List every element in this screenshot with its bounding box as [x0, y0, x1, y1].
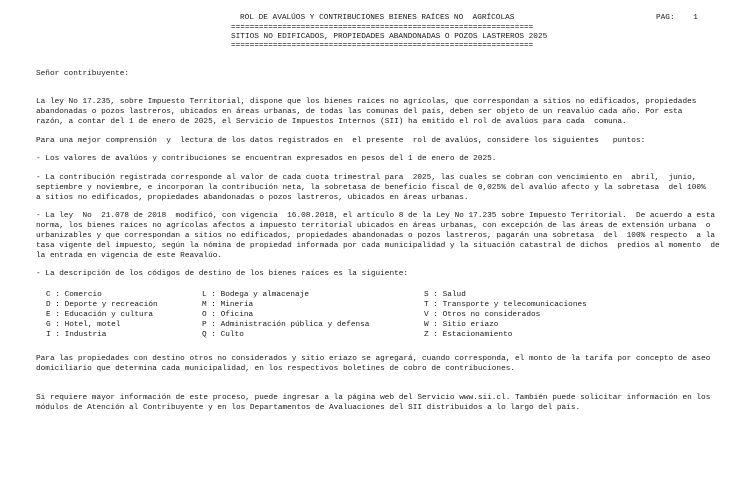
point-contribution: - La contribución registrada corresponde al valor de cada cuota trimestral para 2025, las cuales se cobran con vencimiento en abril, junio, septiembre y noviembre, e incorporan la contribución neta, la sobretasa de beneficio fiscal de 0,025% del avalúo afecto y la sobretasa del 100% a sitios no edificados, propiedades abandonadas o pozos lastreros, ubicados en áreas urbanas. — [36, 174, 706, 202]
codes-column-2: L : Bodega y almacenaje M : Minería O : Oficina P : Administración pública y defensa Q : Culto — [202, 291, 370, 339]
document-subtitle: SITIOS NO EDIFICADOS, PROPIEDADES ABANDONADAS O POZOS LASTREROS 2025 — [231, 33, 548, 41]
separator-top: ================================================================= — [231, 24, 534, 32]
separator-bottom: ================================================================= — [231, 42, 534, 50]
aseo-paragraph: Para las propiedades con destino otros no considerados y sitio eriazo se agregará, cuando corresponda, el monto de la tarifa por concepto de aseo domiciliario que determina cada municipalidad, en los respectivos boletines de cobro de contribuciones. — [36, 355, 711, 373]
document-title: ROL DE AVALÚOS Y CONTRIBUCIONES BIENES RAÍCES NO AGRÍCOLAS — [240, 14, 515, 22]
info-paragraph: Si requiere mayor información de este proceso, puede ingresar a la página web del Servicio www.sii.cl. También puede solicitar información en los módulos de Atención al Contribuyente y en los Departamentos de Avaluaciones del SII distribuidos a lo largo del país. — [36, 394, 711, 412]
point-values: - Los valores de avalúos y contribuciones se encuentran expresados en pesos del 1 de enero de 2025. — [36, 155, 497, 163]
page-number: PAG: 1 — [656, 14, 698, 22]
codes-intro: - La descripción de los códigos de destino de los bienes raíces es la siguiente: — [36, 270, 409, 278]
codes-column-3: S : Salud T : Transporte y telecomunicaciones V : Otros no considerados W : Sitio eriazo Z : Estacionamiento — [424, 291, 587, 339]
point-law: - La ley No 21.078 de 2018 modificó, con vigencia 16.08.2018, el artículo 8 de la Ley No 17.235 sobre Impuesto Territorial. De acuerdo a esta norma, los bienes raíces no agrícolas afectos a impuesto territorial ubicados en áreas urbanas, con excepción de las áreas de extensión urbana o urbanizables y que correspondan a sitios no edificados, propiedades abandonadas o pozos lastreros, pagarán una sobretasa del 100% respecto a la tasa vigente del impuesto, según la nómina de propiedad informada por cada municipalidad y la situación catastral de dichos predios al momento de la entrada en vigencia de este Reavalúo. — [36, 212, 720, 260]
points-intro: Para una mejor comprensión y lectura de los datos registrados en el presente rol de avalúos, considere los siguientes puntos: — [36, 137, 646, 145]
intro-paragraph: La ley No 17.235, sobre Impuesto Territorial, dispone que los bienes raíces no agrícolas, que correspondan a sitios no edificados, propiedades abandonadas o pozos lastreros, ubicados en áreas urbanas, de todas las comunas del país, deben ser objeto de un reavalúo cada año. Por esta razón, a contar del 1 de enero de 2025, el Servicio de Impuestos Internos (SII) ha emitido el rol de avalúos para cada comuna. — [36, 98, 697, 126]
codes-column-1: C : Comercio D : Deporte y recreación E : Educación y cultura G : Hotel, motel I : Industria — [46, 291, 158, 339]
salutation: Señor contribuyente: — [36, 70, 130, 78]
